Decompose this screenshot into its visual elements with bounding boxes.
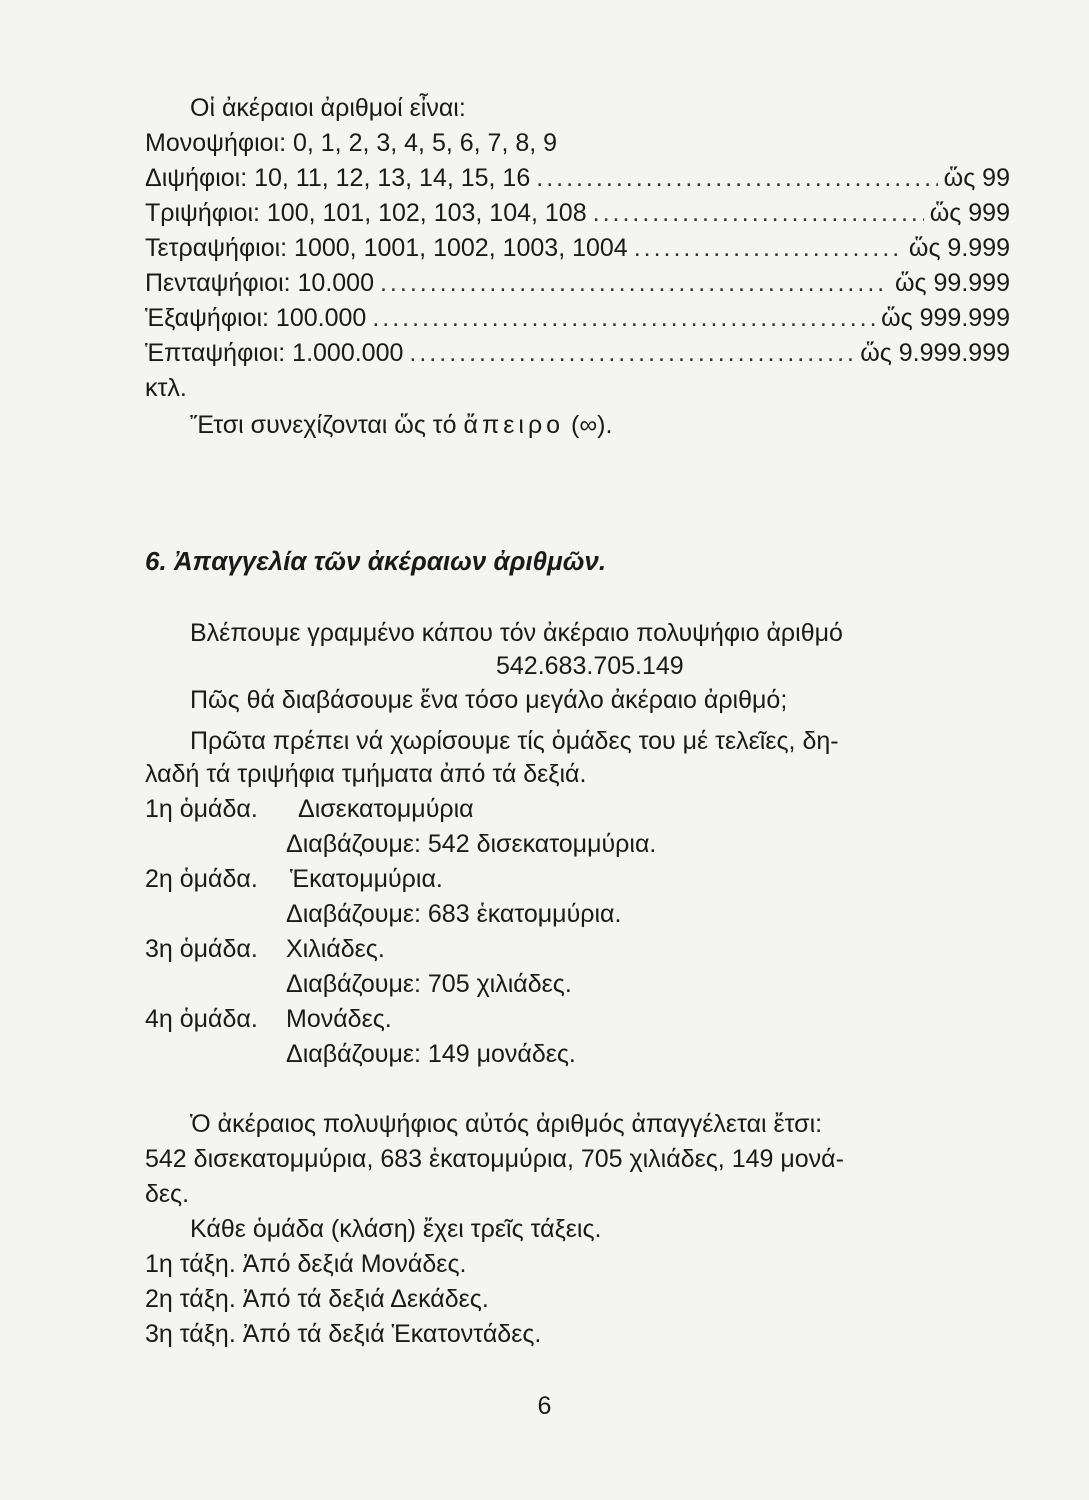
conclusion-line-2: 542 δισεκατομμύρια, 683 ἑκατομμύρια, 705 χιλιάδες, 149 μονά- xyxy=(145,1145,844,1173)
taxi-1: 1η τάξη. Ἀπό δεξιά Μονάδες. xyxy=(145,1250,467,1278)
range-upto: ὥς 9.999 xyxy=(908,234,1010,262)
taxi-3: 3η τάξη. Ἀπό τά δεξιά Ἑκατοντάδες. xyxy=(145,1320,542,1348)
big-number: 542.683.705.149 xyxy=(496,652,684,680)
range-row-3digit xyxy=(145,198,1010,228)
section-title: 6. Ἀπαγγελία τῶν ἀκέραιων ἀριθμῶν. xyxy=(145,546,607,576)
infinity-word: ἄπειρο xyxy=(463,411,565,439)
range-upto: ὥς 999 xyxy=(929,199,1010,227)
paragraph-2: Πῶς θά διαβάσουμε ἕνα τόσο μεγάλο ἀκέραιο ἀριθμό; xyxy=(190,686,788,714)
group-2-name: Ἑκατομμύρια. xyxy=(290,865,443,893)
paragraph-3-line-1: Πρῶτα πρέπει νά χωρίσουμε τίς ὁμάδες του μέ τελεῖες, δη- xyxy=(190,727,839,755)
range-row-6digit xyxy=(145,303,1010,333)
range-row-4digit xyxy=(145,233,1010,263)
infinity-suffix: (∞). xyxy=(571,411,613,439)
range-label: Ἑξαψήφιοι: 100.000 xyxy=(145,304,367,332)
range-label: Πενταψήφιοι: 10.000 xyxy=(145,269,374,297)
group-3-label: 3η ὁμάδα. xyxy=(145,935,258,963)
range-upto: ὥς 99.999 xyxy=(895,269,1010,297)
dot-leader xyxy=(380,268,889,298)
paragraph-1: Βλέπουμε γραμμένο κάπου τόν ἀκέραιο πολυψήφιο ἀριθμό xyxy=(190,619,843,647)
ktl-line: κτλ. xyxy=(145,374,187,402)
class-line: Κάθε ὁμάδα (κλάση) ἔχει τρεῖς τάξεις. xyxy=(190,1215,602,1243)
range-upto: ὥς 9.999.999 xyxy=(860,339,1010,367)
group-3-name: Χιλιάδες. xyxy=(286,935,385,963)
group-4-name: Μονάδες. xyxy=(286,1005,392,1033)
mono-line: Μονοψήφιοι: 0, 1, 2, 3, 4, 5, 6, 7, 8, 9 xyxy=(145,129,558,157)
range-row-5digit xyxy=(145,268,1010,298)
range-label: Τετραψήφιοι: 1000, 1001, 1002, 1003, 1004 xyxy=(145,234,628,262)
dot-leader xyxy=(593,198,924,228)
conclusion-line-1: Ὁ ἀκέραιος πολυψήφιος αὐτός ἀριθμός ἀπαγγέλεται ἔτσι: xyxy=(190,1110,823,1138)
group-1-label: 1η ὁμάδα. xyxy=(145,795,258,823)
group-1-name: Δισεκατομμύρια xyxy=(298,795,474,823)
group-1-read: Διαβάζουμε: 542 δισεκατομμύρια. xyxy=(286,830,657,858)
infinity-prefix: Ἔτσι συνεχίζονται ὥς τό xyxy=(190,411,457,439)
group-4-read: Διαβάζουμε: 149 μονάδες. xyxy=(286,1040,576,1068)
dot-leader xyxy=(409,338,854,368)
dot-leader xyxy=(536,163,937,193)
dot-leader xyxy=(634,233,903,263)
dot-leader xyxy=(372,303,875,333)
paragraph-3-line-2: λαδή τά τριψήφια τμήματα ἀπό τά δεξιά. xyxy=(145,760,587,788)
group-3-read: Διαβάζουμε: 705 χιλιάδες. xyxy=(286,970,572,998)
conclusion-line-3: δες. xyxy=(145,1180,190,1208)
group-2-read: Διαβάζουμε: 683 ἑκατομμύρια. xyxy=(286,900,622,928)
range-label: Διψήφιοι: 10, 11, 12, 13, 14, 15, 16 xyxy=(145,164,531,192)
range-label: Τριψήφιοι: 100, 101, 102, 103, 104, 108 xyxy=(145,199,587,227)
group-2-label: 2η ὁμάδα. xyxy=(145,865,258,893)
page-number: 6 xyxy=(537,1392,552,1420)
taxi-2: 2η τάξη. Ἀπό τά δεξιά Δεκάδες. xyxy=(145,1285,489,1313)
range-row-2digit xyxy=(145,163,1010,193)
intro-line: Οἱ ἀκέραιοι ἀριθμοί εἶναι: xyxy=(190,94,466,122)
range-upto: ὥς 99 xyxy=(943,164,1010,192)
infinity-line xyxy=(190,410,612,440)
group-4-label: 4η ὁμάδα. xyxy=(145,1005,258,1033)
range-upto: ὥς 999.999 xyxy=(881,304,1010,332)
range-row-7digit xyxy=(145,338,1010,368)
range-label: Ἑπταψήφιοι: 1.000.000 xyxy=(145,339,404,367)
